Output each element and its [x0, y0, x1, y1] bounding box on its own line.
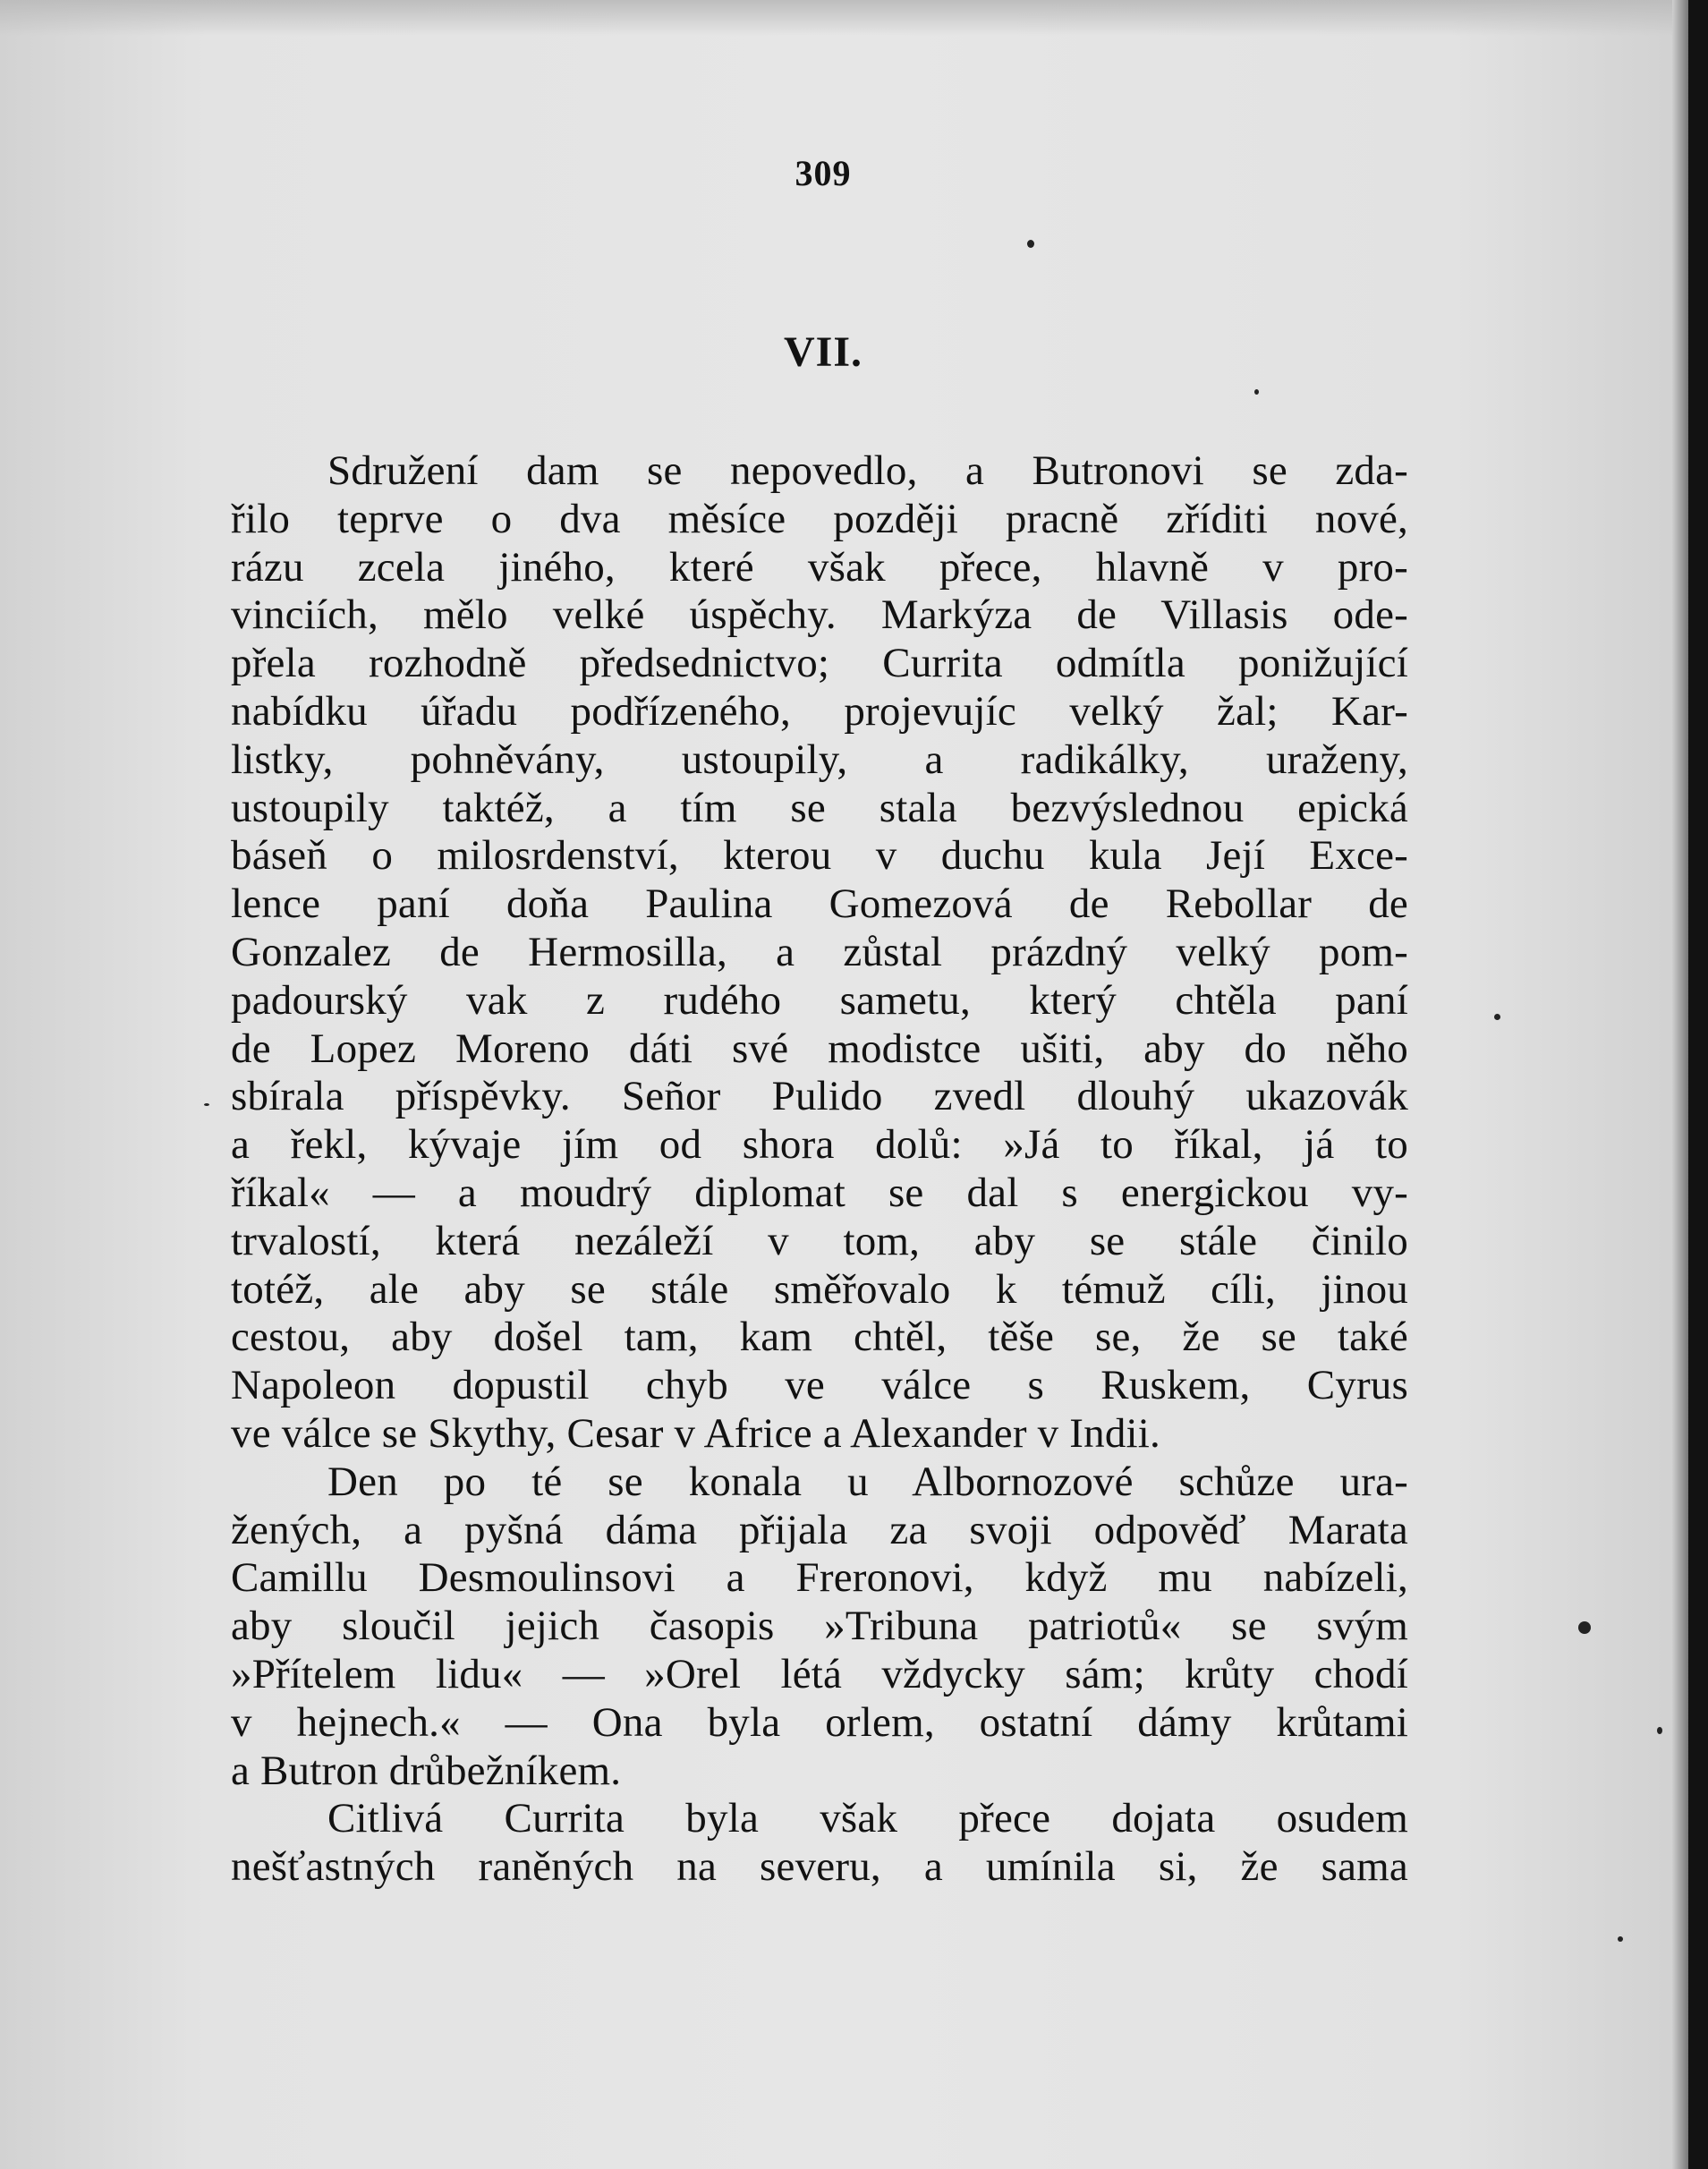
text-line: Citlivá Currita byla však přece dojata osudem: [327, 1795, 1408, 1842]
text-line: de Lopez Moreno dáti své modistce ušiti, aby do něho: [231, 1025, 1408, 1072]
text-line: Gonzalez de Hermosilla, a zůstal prázdný velký pom-: [231, 928, 1408, 975]
text-line: Sdružení dam se nepovedlo, a Butronovi se zda-: [327, 447, 1408, 494]
text-line: aby sloučil jejich časopis »Tribuna patriotů« se svým: [231, 1603, 1408, 1650]
text-line: »Přítelem lidu« — »Orel létá vždycky sám; krůty chodí: [231, 1650, 1408, 1697]
page-number: 309: [795, 153, 852, 193]
text-line: žených, a pyšná dáma přijala za svoji odpověď Marata: [231, 1506, 1408, 1553]
dust-speck: [1027, 240, 1034, 248]
text-line: sbírala příspěvky. Señor Pulido zvedl dlouhý ukazovák: [231, 1073, 1408, 1120]
text-line: lence paní doňa Paulina Gomezová de Rebollar de: [231, 880, 1408, 928]
body-text: [231, 447, 1408, 1892]
text-line: nabídku úřadu podřízeného, projevujíc velký žal; Kar-: [231, 687, 1408, 735]
text-line: totéž, ale aby se stále směřovalo k témuž cíli, jinou: [231, 1265, 1408, 1313]
text-line: cestou, aby došel tam, kam chtěl, těše se, že se také: [231, 1314, 1408, 1361]
text-line: Den po té se konala u Albornozové schůze ura-: [327, 1458, 1408, 1505]
dust-speck: [1254, 389, 1259, 395]
text-line: nešťastných raněných na severu, a umínila si, že sama: [231, 1843, 1408, 1891]
top-shadow: [0, 0, 1708, 36]
text-line: trvalostí, která nezáleží v tom, aby se stále činilo: [231, 1217, 1408, 1264]
text-line: listky, pohněvány, ustoupily, a radikálky, uraženy,: [231, 736, 1408, 783]
dust-speck: [1657, 1727, 1662, 1734]
text-line: řilo teprve o dva měsíce později pracně zříditi nové,: [231, 495, 1408, 542]
text-line: báseň o milosrdenství, kterou v duchu kula Její Exce-: [231, 832, 1408, 880]
dust-speck: [204, 1103, 209, 1106]
text-line: padourský vak z rudého sametu, který chtěla paní: [231, 976, 1408, 1024]
text-line: ustoupily taktéž, a tím se stala bezvýslednou epická: [231, 784, 1408, 831]
text-line: ve válce se Skythy, Cesar v Africe a Alexander v Indii.: [231, 1409, 1161, 1457]
text-line: přela rozhodně předsednictvo; Currita odmítla ponižující: [231, 640, 1408, 687]
text-line: Camillu Desmoulinsovi a Freronovi, když mu nabízeli,: [231, 1554, 1408, 1602]
page-edge: [1688, 0, 1708, 2169]
text-line: rázu zcela jiného, které však přece, hlavně v pro-: [231, 543, 1408, 591]
chapter-heading: VII.: [783, 328, 863, 376]
dust-speck: [1618, 1936, 1623, 1942]
text-line: a řekl, kývaje jím od shora dolů: »Já to říkal, já to: [231, 1121, 1408, 1169]
text-line: Napoleon dopustil chyb ve válce s Ruskem, Cyrus: [231, 1362, 1408, 1409]
text-line: vinciích, mělo velké úspěchy. Markýza de Villasis ode-: [231, 591, 1408, 639]
text-line: a Butron drůbežníkem.: [231, 1747, 622, 1794]
text-line: v hejnech.« — Ona byla orlem, ostatní dámy krůtami: [231, 1698, 1408, 1746]
dust-speck: [1494, 1014, 1500, 1020]
dust-speck: [1578, 1621, 1591, 1634]
text-line: říkal« — a moudrý diplomat se dal s energickou vy-: [231, 1169, 1408, 1216]
binding-shadow: [1672, 0, 1688, 2169]
